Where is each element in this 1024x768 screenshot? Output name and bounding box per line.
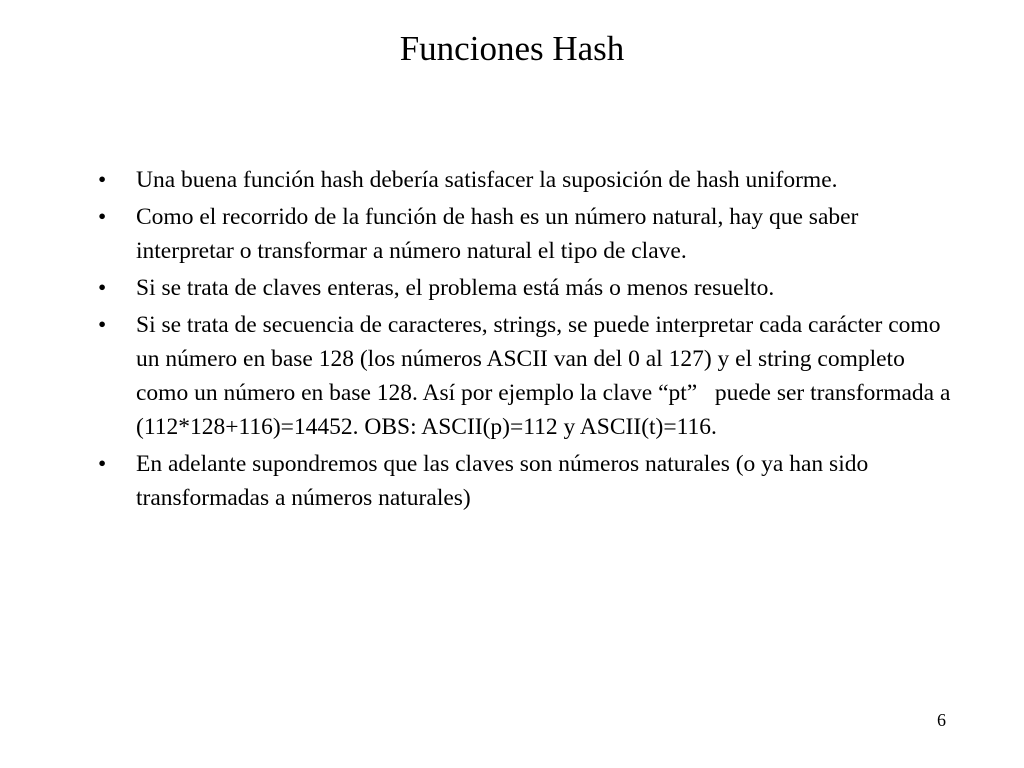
bullet-item — [98, 271, 958, 305]
page-number: 6 — [937, 710, 946, 730]
bullet-dot-icon: • — [98, 275, 107, 301]
bullet-item — [98, 163, 958, 197]
bullet-list — [98, 163, 958, 518]
bullet-item — [98, 200, 958, 268]
slide-title: Funciones Hash — [399, 29, 625, 68]
bullet-dot-icon: • — [98, 167, 107, 193]
bullet-dot-icon: • — [98, 204, 107, 230]
bullet-text: Como el recorrido de la función de hash es un número natural, hay que saber interpretar o transformar a número natural el tipo de clave. — [136, 204, 865, 264]
bullet-dot-icon: • — [98, 312, 107, 338]
bullet-text: Si se trata de claves enteras, el problema está más o menos resuelto. — [136, 275, 775, 301]
bullet-text: En adelante supondremos que las claves son números naturales (o ya han sido transformadas a números naturales) — [136, 451, 875, 511]
bullet-text: Si se trata de secuencia de caracteres, strings, se puede interpretar cada carácter como un número en base 128 (los números ASCII van del 0 al 127) y el string completo como un número en base 128. Así por ejemplo la clave “pt” puede ser transformada a (112*128+116)=14452. OBS: ASCII(p)=112 y ASCII(t)=116. — [136, 312, 957, 440]
bullet-item — [98, 447, 958, 515]
bullet-item — [98, 308, 958, 444]
bullet-text: Una buena función hash debería satisfacer la suposición de hash uniforme. — [136, 167, 838, 193]
bullet-dot-icon: • — [98, 451, 107, 477]
